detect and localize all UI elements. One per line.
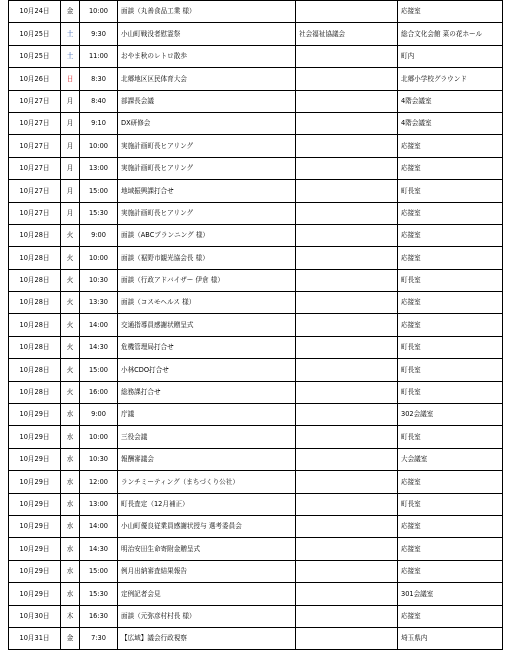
location-cell: 応接室 [398, 292, 503, 314]
schedule-sheet [8, 0, 503, 650]
organizer-cell [296, 157, 398, 179]
location-cell: 応接室 [398, 1, 503, 23]
event-title-cell: 実施計画町長ヒアリング [118, 157, 296, 179]
time-cell: 9:00 [80, 404, 118, 426]
date-cell: 10月27日 [9, 90, 61, 112]
table-row [9, 404, 503, 426]
weekday-cell: 火 [61, 269, 80, 291]
table-row [9, 605, 503, 627]
table-row [9, 515, 503, 537]
event-title-cell: 【広域】議会行政視察 [118, 627, 296, 649]
table-row [9, 627, 503, 649]
event-title-cell: 小林CDO打合せ [118, 359, 296, 381]
date-cell: 10月28日 [9, 247, 61, 269]
time-cell: 15:30 [80, 202, 118, 224]
date-cell: 10月28日 [9, 381, 61, 403]
organizer-cell [296, 135, 398, 157]
time-cell: 10:00 [80, 426, 118, 448]
time-cell: 9:10 [80, 112, 118, 134]
weekday-cell: 月 [61, 180, 80, 202]
time-cell: 16:00 [80, 381, 118, 403]
table-row [9, 135, 503, 157]
location-cell: 応接室 [398, 538, 503, 560]
location-cell: 埼玉県内 [398, 627, 503, 649]
date-cell: 10月25日 [9, 45, 61, 67]
organizer-cell [296, 359, 398, 381]
weekday-cell: 月 [61, 112, 80, 134]
time-cell: 10:00 [80, 135, 118, 157]
organizer-cell [296, 292, 398, 314]
table-row [9, 426, 503, 448]
location-cell: 北郷小学校グラウンド [398, 68, 503, 90]
date-cell: 10月27日 [9, 135, 61, 157]
schedule-table [8, 0, 503, 650]
event-title-cell: 町長査定（12月補正） [118, 493, 296, 515]
organizer-cell [296, 247, 398, 269]
organizer-cell [296, 560, 398, 582]
organizer-cell [296, 224, 398, 246]
table-row [9, 247, 503, 269]
event-title-cell: 庁議 [118, 404, 296, 426]
organizer-cell [296, 45, 398, 67]
event-title-cell: 面談（コスモヘルス 様） [118, 292, 296, 314]
event-title-cell: 北郷地区区民体育大会 [118, 68, 296, 90]
weekday-cell: 水 [61, 426, 80, 448]
table-row [9, 112, 503, 134]
table-row [9, 180, 503, 202]
event-title-cell: ランチミーティング（まちづくり公社） [118, 471, 296, 493]
organizer-cell [296, 627, 398, 649]
organizer-cell [296, 90, 398, 112]
weekday-cell: 金 [61, 1, 80, 23]
organizer-cell [296, 583, 398, 605]
table-row [9, 292, 503, 314]
location-cell: 応接室 [398, 605, 503, 627]
time-cell: 10:30 [80, 448, 118, 470]
location-cell: 応接室 [398, 247, 503, 269]
weekday-cell: 水 [61, 404, 80, 426]
event-title-cell: 明治安田生命寄附金贈呈式 [118, 538, 296, 560]
time-cell: 15:30 [80, 583, 118, 605]
date-cell: 10月29日 [9, 560, 61, 582]
date-cell: 10月25日 [9, 23, 61, 45]
table-row [9, 224, 503, 246]
table-row [9, 90, 503, 112]
organizer-cell [296, 336, 398, 358]
location-cell: 4階会議室 [398, 112, 503, 134]
time-cell: 14:30 [80, 538, 118, 560]
event-title-cell: おやま秋のレトロ散歩 [118, 45, 296, 67]
date-cell: 10月27日 [9, 112, 61, 134]
event-title-cell: 地域振興課打合せ [118, 180, 296, 202]
table-row [9, 538, 503, 560]
time-cell: 8:30 [80, 68, 118, 90]
time-cell: 15:00 [80, 180, 118, 202]
weekday-cell: 水 [61, 471, 80, 493]
organizer-cell [296, 112, 398, 134]
date-cell: 10月29日 [9, 515, 61, 537]
date-cell: 10月28日 [9, 336, 61, 358]
date-cell: 10月29日 [9, 404, 61, 426]
event-title-cell: 総務課打合せ [118, 381, 296, 403]
time-cell: 8:40 [80, 90, 118, 112]
date-cell: 10月29日 [9, 426, 61, 448]
date-cell: 10月27日 [9, 157, 61, 179]
time-cell: 15:00 [80, 359, 118, 381]
location-cell: 町内 [398, 45, 503, 67]
date-cell: 10月29日 [9, 493, 61, 515]
organizer-cell [296, 605, 398, 627]
location-cell: 町長室 [398, 269, 503, 291]
date-cell: 10月29日 [9, 538, 61, 560]
time-cell: 13:00 [80, 157, 118, 179]
location-cell: 町長室 [398, 180, 503, 202]
weekday-cell: 火 [61, 247, 80, 269]
weekday-cell: 火 [61, 359, 80, 381]
organizer-cell [296, 404, 398, 426]
weekday-cell: 月 [61, 157, 80, 179]
weekday-cell: 火 [61, 314, 80, 336]
weekday-cell: 木 [61, 605, 80, 627]
location-cell: 町長室 [398, 381, 503, 403]
organizer-cell [296, 202, 398, 224]
weekday-cell: 土 [61, 23, 80, 45]
table-row [9, 560, 503, 582]
location-cell: 町長室 [398, 426, 503, 448]
time-cell: 14:00 [80, 314, 118, 336]
weekday-cell: 水 [61, 560, 80, 582]
location-cell: 応接室 [398, 157, 503, 179]
location-cell: 301会議室 [398, 583, 503, 605]
event-title-cell: 面談（行政アドバイザー 伊倉 様） [118, 269, 296, 291]
time-cell: 13:30 [80, 292, 118, 314]
weekday-cell: 火 [61, 224, 80, 246]
location-cell: 町長室 [398, 359, 503, 381]
weekday-cell: 日 [61, 68, 80, 90]
weekday-cell: 水 [61, 448, 80, 470]
location-cell: 応接室 [398, 560, 503, 582]
date-cell: 10月27日 [9, 180, 61, 202]
event-title-cell: 危機管理局打合せ [118, 336, 296, 358]
event-title-cell: DX研修会 [118, 112, 296, 134]
location-cell: 大会議室 [398, 448, 503, 470]
organizer-cell [296, 1, 398, 23]
weekday-cell: 月 [61, 135, 80, 157]
weekday-cell: 金 [61, 627, 80, 649]
time-cell: 11:00 [80, 45, 118, 67]
table-row [9, 583, 503, 605]
table-row [9, 448, 503, 470]
date-cell: 10月31日 [9, 627, 61, 649]
date-cell: 10月29日 [9, 583, 61, 605]
table-row [9, 336, 503, 358]
time-cell: 12:00 [80, 471, 118, 493]
organizer-cell [296, 381, 398, 403]
organizer-cell [296, 426, 398, 448]
location-cell: 町長室 [398, 336, 503, 358]
location-cell: 応接室 [398, 314, 503, 336]
table-row [9, 202, 503, 224]
organizer-cell [296, 68, 398, 90]
location-cell: 応接室 [398, 471, 503, 493]
event-title-cell: 定例記者会見 [118, 583, 296, 605]
weekday-cell: 水 [61, 493, 80, 515]
table-row [9, 68, 503, 90]
event-title-cell: 面談（元弥彦村村長 様） [118, 605, 296, 627]
time-cell: 15:00 [80, 560, 118, 582]
time-cell: 10:30 [80, 269, 118, 291]
date-cell: 10月28日 [9, 359, 61, 381]
date-cell: 10月30日 [9, 605, 61, 627]
event-title-cell: 実施計画町長ヒアリング [118, 202, 296, 224]
table-row [9, 1, 503, 23]
location-cell: 302会議室 [398, 404, 503, 426]
date-cell: 10月27日 [9, 202, 61, 224]
table-row [9, 471, 503, 493]
date-cell: 10月29日 [9, 471, 61, 493]
table-row [9, 45, 503, 67]
organizer-cell [296, 314, 398, 336]
table-row [9, 381, 503, 403]
event-title-cell: 小山町優良従業員感謝状授与 選考委員会 [118, 515, 296, 537]
time-cell: 14:30 [80, 336, 118, 358]
table-row [9, 493, 503, 515]
time-cell: 10:00 [80, 247, 118, 269]
location-cell: 応接室 [398, 515, 503, 537]
weekday-cell: 水 [61, 515, 80, 537]
organizer-cell [296, 493, 398, 515]
organizer-cell [296, 471, 398, 493]
weekday-cell: 月 [61, 90, 80, 112]
time-cell: 7:30 [80, 627, 118, 649]
organizer-cell [296, 448, 398, 470]
date-cell: 10月24日 [9, 1, 61, 23]
event-title-cell: 面談（裾野市観光協会長 様） [118, 247, 296, 269]
date-cell: 10月28日 [9, 269, 61, 291]
weekday-cell: 月 [61, 202, 80, 224]
date-cell: 10月28日 [9, 314, 61, 336]
time-cell: 14:00 [80, 515, 118, 537]
table-row [9, 269, 503, 291]
time-cell: 10:00 [80, 1, 118, 23]
organizer-cell [296, 538, 398, 560]
table-row [9, 23, 503, 45]
event-title-cell: 面談（ABCプランニング 様） [118, 224, 296, 246]
weekday-cell: 土 [61, 45, 80, 67]
time-cell: 13:00 [80, 493, 118, 515]
location-cell: 総合文化会館 菜の花ホール [398, 23, 503, 45]
time-cell: 9:00 [80, 224, 118, 246]
location-cell: 応接室 [398, 202, 503, 224]
organizer-cell [296, 515, 398, 537]
event-title-cell: 小山町戦没者慰霊祭 [118, 23, 296, 45]
location-cell: 応接室 [398, 224, 503, 246]
date-cell: 10月29日 [9, 448, 61, 470]
weekday-cell: 水 [61, 583, 80, 605]
weekday-cell: 火 [61, 336, 80, 358]
table-row [9, 314, 503, 336]
location-cell: 町長室 [398, 493, 503, 515]
time-cell: 9:30 [80, 23, 118, 45]
event-title-cell: 三役会議 [118, 426, 296, 448]
event-title-cell: 報酬審議会 [118, 448, 296, 470]
table-row [9, 157, 503, 179]
event-title-cell: 部課長会議 [118, 90, 296, 112]
weekday-cell: 火 [61, 292, 80, 314]
time-cell: 16:30 [80, 605, 118, 627]
date-cell: 10月28日 [9, 224, 61, 246]
weekday-cell: 水 [61, 538, 80, 560]
schedule-body [9, 1, 503, 650]
location-cell: 4階会議室 [398, 90, 503, 112]
organizer-cell [296, 180, 398, 202]
organizer-cell: 社会福祉協議会 [296, 23, 398, 45]
organizer-cell [296, 269, 398, 291]
date-cell: 10月28日 [9, 292, 61, 314]
weekday-cell: 火 [61, 381, 80, 403]
table-row [9, 359, 503, 381]
event-title-cell: 例月出納審査結果報告 [118, 560, 296, 582]
date-cell: 10月26日 [9, 68, 61, 90]
location-cell: 応接室 [398, 135, 503, 157]
event-title-cell: 実施計画町長ヒアリング [118, 135, 296, 157]
event-title-cell: 交通指導員感謝状贈呈式 [118, 314, 296, 336]
event-title-cell: 面談（丸善食品工業 様） [118, 1, 296, 23]
